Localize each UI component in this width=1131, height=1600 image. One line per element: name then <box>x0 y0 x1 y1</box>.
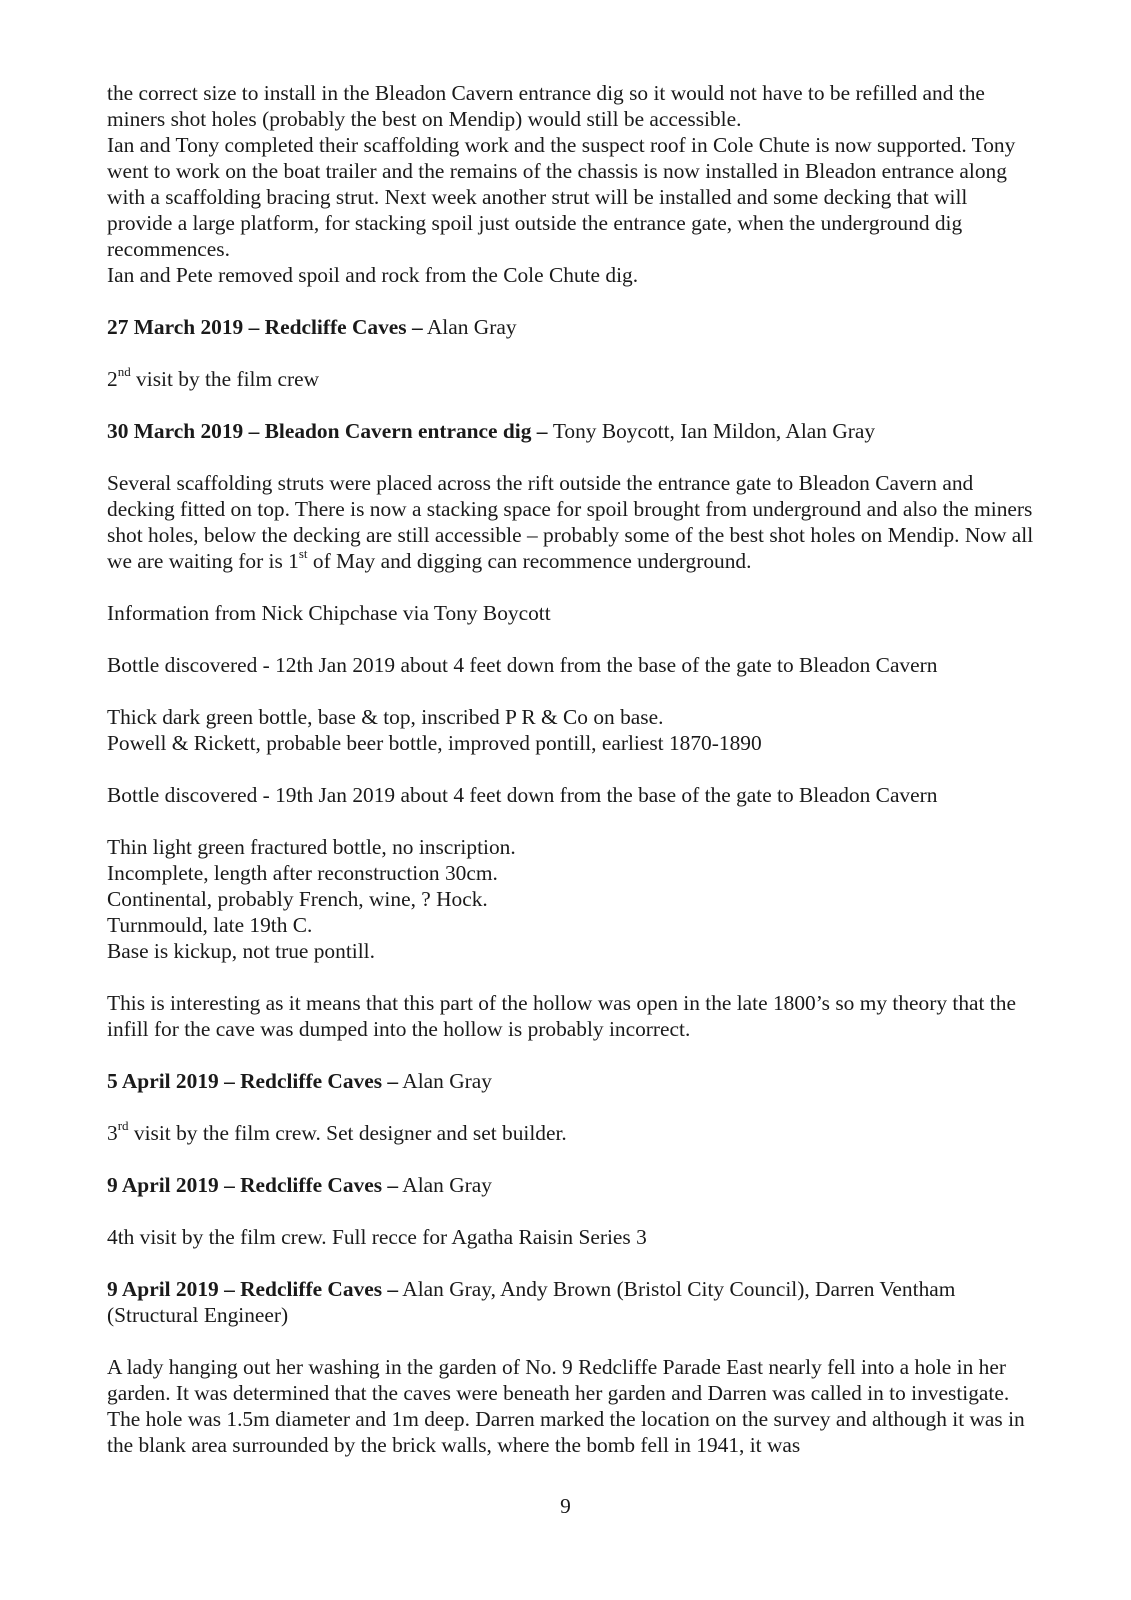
info-line: Information from Nick Chipchase via Tony Boycott <box>107 601 551 625</box>
conclusion-paragraph: This is interesting as it means that this part of the hollow was open in the late 1800’s so my theory that the infill for the cave was dumped into the hollow is probably incorrect. <box>107 991 1016 1041</box>
bottle-detail: Turnmould, late 19th C. <box>107 913 313 937</box>
body-text: 2 <box>107 367 118 391</box>
entry-people: Alan Gray, Andy Brown (Bristol City Council), Darren Ventham (Structural Engineer) <box>107 1277 956 1327</box>
entry-body <box>107 363 1037 392</box>
body-text: of May and digging can recommence underground. <box>307 549 752 573</box>
entry-body: A lady hanging out her washing in the garden of No. 9 Redcliffe Parade East nearly fell into a hole in her garden. It was determined that the caves were beneath her garden and Darren was called in to investigate. The hole was 1.5m diameter and 1m deep. Darren marked the location on the survey and although it was in the blank area surrounded by the brick walls, where the bomb fell in 1941, it was <box>107 1355 1025 1457</box>
body-text: Several scaffolding struts were placed across the rift outside the entrance gate to Bleadon Cavern and decking fitted on top. There is now a stacking space for spoil brought from underground and also the miners shot holes, below the decking are still accessible – probably some of the best shot holes on Mendip. Now all we are waiting for is 1 <box>107 471 1034 573</box>
page-number: 9 <box>560 1494 571 1518</box>
entry-heading <box>107 314 1037 340</box>
entry-date-title: 9 April 2019 – Redcliffe Caves – <box>107 1277 399 1301</box>
entry-heading <box>107 1276 1037 1328</box>
bottle-detail: Base is kickup, not true pontill. <box>107 939 375 963</box>
intro-paragraph: the correct size to install in the Bleadon Cavern entrance dig so it would not have to be refilled and the miners shot holes (probably the best on Mendip) would still be accessible. <box>107 81 985 131</box>
intro-paragraph: Ian and Tony completed their scaffolding work and the suspect roof in Cole Chute is now supported. Tony went to work on the boat trailer and the remains of the chassis is now installed in Bleadon entrance along with a scaffolding bracing strut. Next week another strut will be installed and some decking that will provide a large platform, for stacking spoil just outside the entrance gate, when the underground dig recommences. <box>107 133 1016 261</box>
bottle-title: Bottle discovered - 12th Jan 2019 about 4 feet down from the base of the gate to Bleadon Cavern <box>107 653 938 677</box>
bottle-detail: Powell & Rickett, probable beer bottle, improved pontill, earliest 1870-1890 <box>107 731 762 755</box>
bottle-title: Bottle discovered - 19th Jan 2019 about 4 feet down from the base of the gate to Bleadon Cavern <box>107 783 938 807</box>
entry-people: Alan Gray <box>398 1069 492 1093</box>
ordinal-suffix: rd <box>117 1117 129 1133</box>
entry-date-title: 30 March 2019 – Bleadon Cavern entrance dig – <box>107 419 553 443</box>
entry-date-title: 5 April 2019 – Redcliffe Caves – <box>107 1069 399 1093</box>
entry-body <box>107 1117 1037 1146</box>
entry-body <box>107 470 1037 574</box>
entry-people: Alan Gray <box>422 315 517 339</box>
entry-heading <box>107 1068 1037 1094</box>
entry-people: Tony Boycott, Ian Mildon, Alan Gray <box>552 419 876 443</box>
bottle-detail: Continental, probably French, wine, ? Hock. <box>107 887 488 911</box>
entry-date-title: 9 April 2019 – Redcliffe Caves – <box>107 1173 399 1197</box>
entry-people: Alan Gray <box>398 1173 492 1197</box>
body-text: 3 <box>107 1121 118 1145</box>
body-text: visit by the film crew <box>130 367 320 391</box>
ordinal-suffix: nd <box>117 363 131 379</box>
entry-body: 4th visit by the film crew. Full recce for Agatha Raisin Series 3 <box>107 1225 647 1249</box>
bottle-detail: Thick dark green bottle, base & top, inscribed P R & Co on base. <box>107 705 664 729</box>
bottle-detail: Incomplete, length after reconstruction 30cm. <box>107 861 498 885</box>
body-text: visit by the film crew. Set designer and set builder. <box>128 1121 567 1145</box>
document-page <box>107 80 1037 1458</box>
ordinal-suffix: st <box>298 545 308 561</box>
bottle-detail: Thin light green fractured bottle, no inscription. <box>107 835 516 859</box>
intro-paragraph: Ian and Pete removed spoil and rock from the Cole Chute dig. <box>107 263 639 287</box>
entry-date-title: 27 March 2019 – Redcliffe Caves – <box>107 315 423 339</box>
entry-heading <box>107 418 1037 444</box>
entry-heading <box>107 1172 1037 1198</box>
